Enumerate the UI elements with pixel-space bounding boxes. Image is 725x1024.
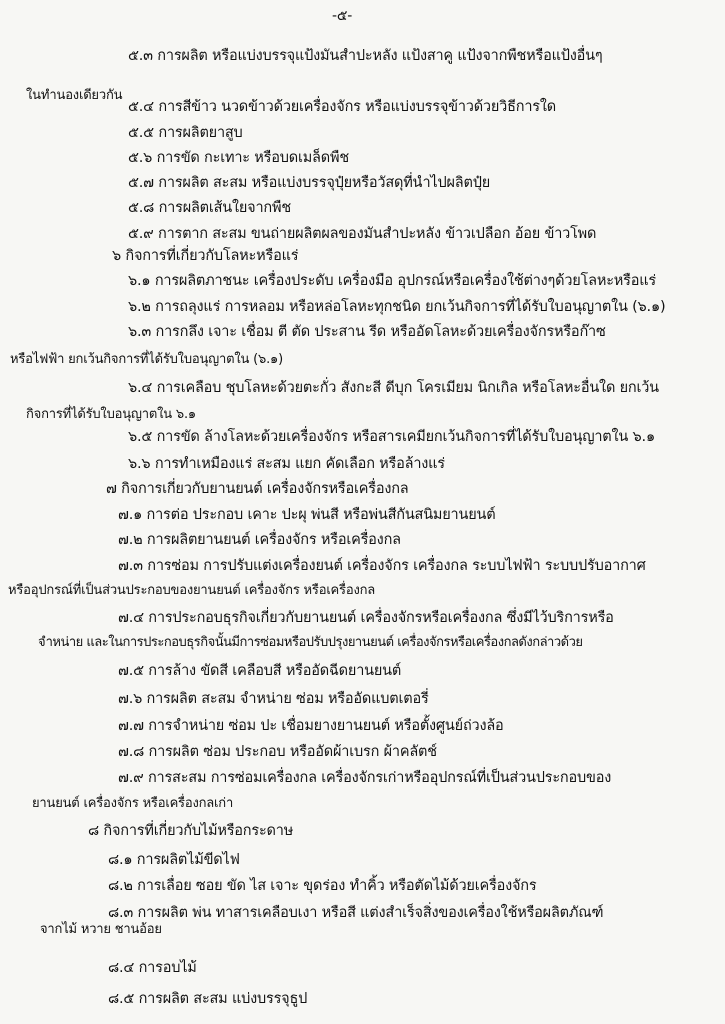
text-line: ๕.๕ การผลิตยาสูบ	[128, 125, 243, 141]
text-line: ๘.๕ การผลิต สะสม แบ่งบรรจุธูป	[108, 991, 308, 1007]
text-line: ๕.๙ การตาก สะสม ขนถ่ายผลิตผลของมันสำปะหลัง ข้าวเปลือก อ้อย ข้าวโพด	[128, 226, 597, 242]
text-line: ๘.๒ การเลื่อย ซอย ขัด ไส เจาะ ขุดร่อง ทำคิ้ว หรือตัดไม้ด้วยเครื่องจักร	[108, 878, 537, 894]
text-line: ในทำนองเดียวกัน	[26, 88, 123, 103]
text-line: ๘.๓ การผลิต พ่น ทาสารเคลือบเงา หรือสี แต่งสำเร็จสิ่งของเครื่องใช้หรือผลิตภัณฑ์	[108, 905, 604, 921]
text-line: ๗.๗ การจำหน่าย ซ่อม ปะ เชื่อมยางยานยนต์ หรือตั้งศูนย์ถ่วงล้อ	[118, 718, 504, 734]
text-line: ๕.๓ การผลิต หรือแบ่งบรรจุแป้งมันสำปะหลัง แป้งสาคู แป้งจากพืชหรือแป้งอื่นๆ	[128, 48, 603, 64]
text-line: จำหน่าย และในการประกอบธุรกิจนั้นมีการซ่อมหรือปรับปรุงยานยนต์ เครื่องจักรหรือเครื่องกลดังกล่าวด้วย	[38, 635, 583, 650]
text-line: ๘.๔ การอบไม้	[108, 960, 197, 976]
text-line: ๕.๘ การผลิตเส้นใยจากพืช	[128, 200, 291, 216]
text-line: ๖.๕ การขัด ล้างโลหะด้วยเครื่องจักร หรือสารเคมียกเว้นกิจการที่ได้รับใบอนุญาตใน ๖.๑	[128, 429, 655, 445]
section-heading: ๗ กิจการเกี่ยวกับยานยนต์ เครื่องจักรหรือเครื่องกล	[106, 481, 409, 497]
text-line: ๗.๘ การผลิต ซ่อม ประกอบ หรืออัดผ้าเบรก ผ้าคลัตช์	[118, 744, 437, 760]
text-line: ยานยนต์ เครื่องจักร หรือเครื่องกลเก่า	[32, 796, 234, 811]
section-heading: ๘ กิจการที่เกี่ยวกับไม้หรือกระดาษ	[88, 823, 294, 839]
text-line: ๖.๔ การเคลือบ ชุบโลหะด้วยตะกั่ว สังกะสี ดีบุก โครเมียม นิกเกิล หรือโลหะอื่นใด ยกเว้น	[128, 380, 659, 396]
text-line: ๕.๔ การสีข้าว นวดข้าวด้วยเครื่องจักร หรือแบ่งบรรจุข้าวด้วยวิธีการใด	[128, 99, 556, 115]
text-line: กิจการที่ได้รับใบอนุญาตใน ๖.๑	[26, 407, 196, 422]
text-line: ๗.๖ การผลิต สะสม จำหน่าย ซ่อม หรืออัดแบตเตอรี่	[118, 691, 429, 707]
text-line: ๗.๑ การต่อ ประกอบ เคาะ ปะผุ พ่นสี หรือพ่นสีกันสนิมยานยนต์	[118, 507, 496, 523]
text-line: หรือไฟฟ้า ยกเว้นกิจการที่ได้รับใบอนุญาตใน (๖.๑)	[10, 352, 283, 367]
text-line: ๗.๒ การผลิตยานยนต์ เครื่องจักร หรือเครื่องกล	[118, 532, 401, 548]
text-line: ๖.๖ การทำเหมืองแร่ สะสม แยก คัดเลือก หรือล้างแร่	[128, 456, 445, 472]
text-line: ๕.๗ การผลิต สะสม หรือแบ่งบรรจุปุ๋ยหรือวัสดุที่นำไปผลิตปุ๋ย	[128, 175, 490, 191]
text-line: ๖.๒ การถลุงแร่ การหลอม หรือหล่อโลหะทุกชนิด ยกเว้นกิจการที่ได้รับใบอนุญาตใน (๖.๑)	[128, 299, 666, 315]
text-line: ๗.๙ การสะสม การซ่อมเครื่องกล เครื่องจักรเก่าหรืออุปกรณ์ที่เป็นส่วนประกอบของ	[118, 770, 612, 786]
text-line: จากไม้ หวาย ชานอ้อย	[40, 922, 162, 937]
text-line: ๕.๖ การขัด กะเทาะ หรือบดเมล็ดพืช	[128, 150, 349, 166]
page-number: -๕-	[332, 8, 353, 24]
text-line: ๗.๕ การล้าง ขัดสี เคลือบสี หรืออัดฉีดยานยนต์	[118, 663, 402, 679]
text-line: ๖.๑ การผลิตภาชนะ เครื่องประดับ เครื่องมือ อุปกรณ์หรือเครื่องใช้ต่างๆด้วยโลหะหรือแร่	[128, 273, 656, 289]
text-line: ๗.๔ การประกอบธุรกิจเกี่ยวกับยานยนต์ เครื่องจักรหรือเครื่องกล ซึ่งมีไว้บริการหรือ	[118, 610, 614, 626]
text-line: หรืออุปกรณ์ที่เป็นส่วนประกอบของยานยนต์ เครื่องจักร หรือเครื่องกล	[8, 583, 376, 598]
section-heading: ๖ กิจการที่เกี่ยวกับโลหะหรือแร่	[112, 248, 299, 264]
text-line: ๖.๓ การกลึง เจาะ เชื่อม ตี ตัด ประสาน รีด หรืออัดโลหะด้วยเครื่องจักรหรือก๊าซ	[128, 324, 606, 340]
text-line: ๗.๓ การซ่อม การปรับแต่งเครื่องยนต์ เครื่องจักร เครื่องกล ระบบไฟฟ้า ระบบปรับอากาศ	[118, 558, 646, 574]
text-line: ๘.๑ การผลิตไม้ขีดไฟ	[108, 852, 240, 868]
